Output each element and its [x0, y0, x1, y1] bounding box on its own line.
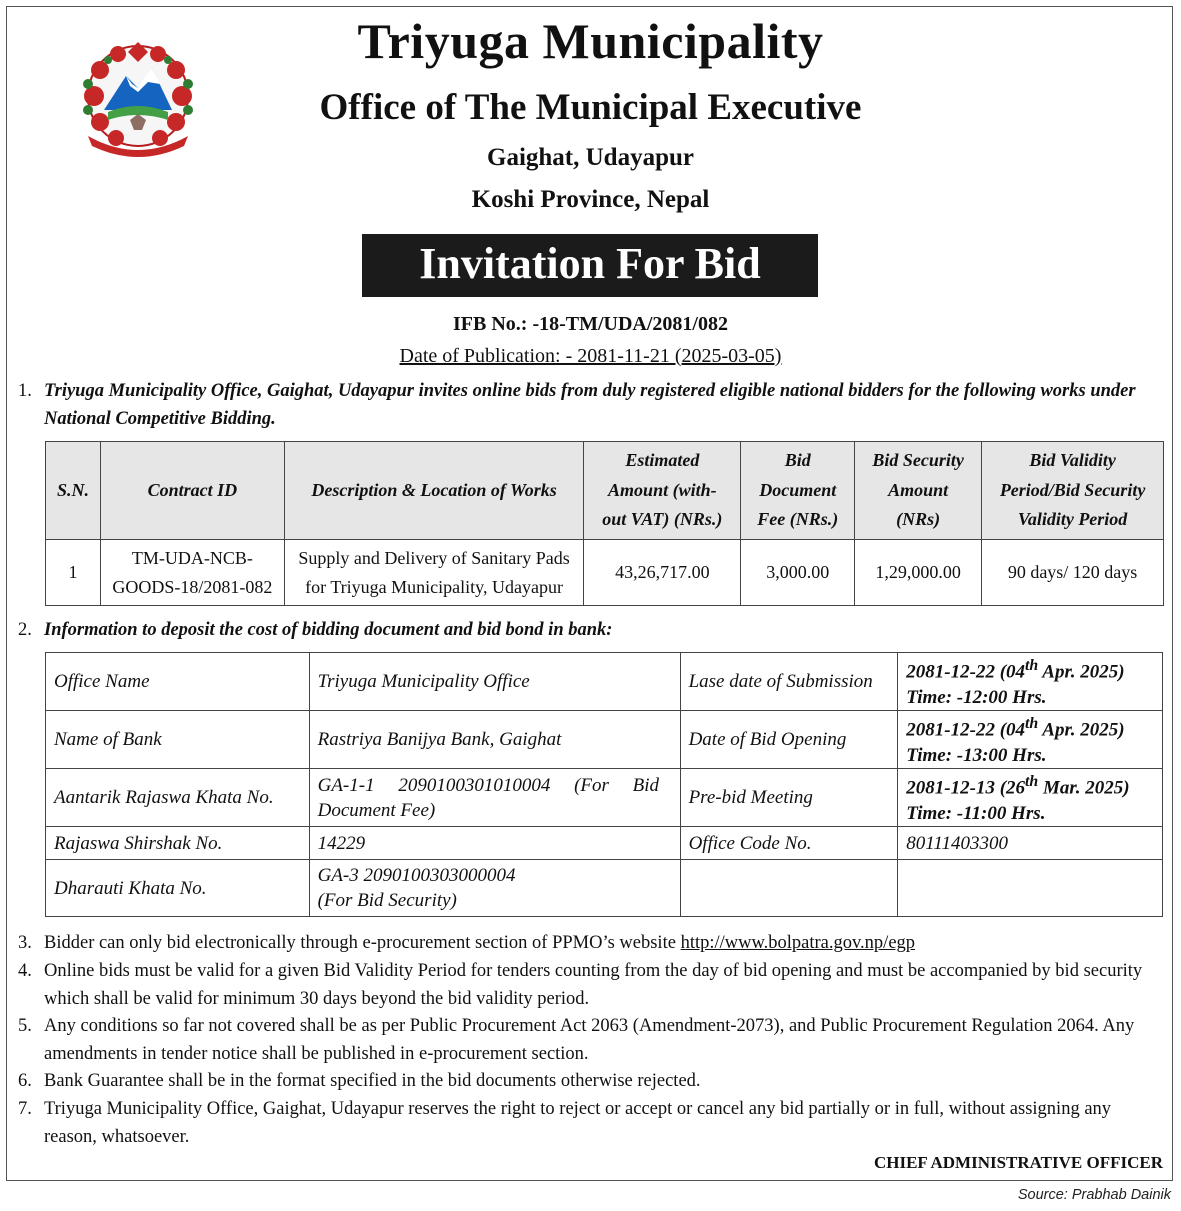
value-line: (For Bid Security) [317, 890, 457, 911]
address-line-1: Gaighat, Udayapur [487, 144, 694, 171]
clause-text: Information to deposit the cost of bidding document and bid bond in bank: [44, 620, 613, 640]
date-line [906, 711, 1154, 742]
clause-2 [18, 617, 1168, 645]
dharauti-value [309, 860, 680, 917]
bid-table [45, 441, 1164, 606]
shirshak-value: 14229 [309, 827, 680, 860]
header-line: Amount (with- [608, 479, 717, 500]
aantarik-label: Aantarik Rajaswa Khata No. [46, 769, 310, 827]
clause-text: Bank Guarantee shall be in the format specified in the bid documents otherwise rejected. [44, 1071, 701, 1091]
office-title: Office of The Municipal Executive [319, 87, 862, 128]
table-row [46, 827, 1163, 860]
source-credit: Source: Prabhab Dainik [1017, 1187, 1171, 1203]
date-line [906, 653, 1154, 684]
clause-text: Triyuga Municipality Office, Gaighat, Udayapur invites online bids from duly registered eligible national bidders for the following works under National Competitive Bidding. [44, 381, 1136, 429]
date-text: Apr. 2025) [1038, 661, 1125, 683]
header-description: Description & Location of Works [284, 442, 584, 540]
cell-description [284, 540, 584, 606]
clause-7 [18, 1096, 1168, 1151]
header-line: Fee (NRs.) [757, 509, 839, 530]
clause-number: 4. [18, 961, 32, 981]
table-header-row [46, 442, 1164, 540]
ordinal-suffix: th [1025, 773, 1039, 791]
time-line: Time: -13:00 Hrs. [906, 744, 1047, 766]
header-validity [982, 442, 1164, 540]
header-sn: S.N. [46, 442, 101, 540]
empty-cell [898, 860, 1163, 917]
invitation-banner: Invitation For Bid [362, 234, 818, 297]
office-name-label: Office Name [46, 653, 310, 711]
last-date-value [898, 653, 1163, 711]
clause-4 [18, 958, 1168, 1013]
office-code-value: 80111403300 [898, 827, 1163, 860]
cell-contract-id [100, 540, 284, 606]
cell-security: 1,29,000.00 [855, 540, 982, 606]
clause-number: 2. [18, 620, 32, 640]
publication-date [0, 345, 1181, 368]
clause-6 [18, 1068, 1168, 1096]
date-text: 2081-12-13 (26 [906, 777, 1026, 799]
table-row [46, 540, 1164, 606]
publication-date-text: Date of Publication: - 2081-11-21 (2025-03-05) [399, 345, 782, 367]
shirshak-label: Rajaswa Shirshak No. [46, 827, 310, 860]
header-line: Estimated [625, 450, 700, 471]
clause-text [44, 930, 1168, 958]
time-line: Time: -12:00 Hrs. [906, 686, 1047, 708]
cell-line: for Triyuga Municipality, Udayapur [305, 576, 563, 597]
value-line: Document Fee) [317, 799, 436, 821]
table-row [46, 860, 1163, 917]
header-contract-id: Contract ID [100, 442, 284, 540]
bank-info-table [45, 652, 1163, 917]
date-text: Mar. 2025) [1038, 777, 1130, 799]
date-line [906, 769, 1154, 800]
header-security [855, 442, 982, 540]
cell-line: TM-UDA-NCB- [131, 547, 253, 568]
last-date-label: Lase date of Submission [680, 653, 898, 711]
value-line: GA-1-1 2090100301010004 (For Bid [317, 774, 660, 796]
date-text: 2081-12-22 (04 [906, 661, 1026, 683]
cell-doc-fee: 3,000.00 [741, 540, 855, 606]
clause-text: Any conditions so far not covered shall be as per Public Procurement Act 2063 (Amendment-2073), and Public Procurement Regulation 2064. Any amendments in tender notice shall be published in e-procurement section. [44, 1016, 1135, 1064]
header-estimated [584, 442, 741, 540]
clause-text: Triyuga Municipality Office, Gaighat, Udayapur reserves the right to reject or accept or cancel any bid partially or in full, without assigning any reason, whatsoever. [44, 1099, 1112, 1147]
opening-label: Date of Bid Opening [680, 711, 898, 769]
header-line: Document [759, 479, 837, 500]
ifb-number: IFB No.: -18-TM/UDA/2081/082 [453, 313, 728, 335]
prebid-label: Pre-bid Meeting [680, 769, 898, 827]
clause-number: 5. [18, 1016, 32, 1036]
header-line: (NRs) [896, 509, 941, 530]
ordinal-suffix: th [1025, 657, 1039, 675]
clause-5 [18, 1013, 1168, 1068]
cell-estimated: 43,26,717.00 [584, 540, 741, 606]
clause-number: 1. [18, 381, 32, 401]
aantarik-value [309, 769, 680, 827]
header-line: Bid Security [872, 450, 964, 471]
table-row [46, 711, 1163, 769]
empty-cell [680, 860, 898, 917]
ordinal-suffix: th [1025, 715, 1039, 733]
header-line: Bid Validity [1029, 450, 1116, 471]
date-text: Apr. 2025) [1038, 719, 1125, 741]
clause-3 [18, 930, 1168, 958]
clause-text: Online bids must be valid for a given Bid Validity Period for tenders counting from the day of bid opening and must be accompanied by bid security which shall be valid for minimum 30 days beyond the bid validity period. [44, 961, 1143, 1009]
address-line-2: Koshi Province, Nepal [471, 186, 710, 213]
header-line: out VAT) (NRs.) [602, 509, 723, 530]
cell-sn: 1 [46, 540, 101, 606]
header-line: Validity Period [1017, 509, 1128, 530]
value-line: GA-3 2090100303000004 [317, 865, 516, 886]
table-row [46, 769, 1163, 827]
dharauti-label: Dharauti Khata No. [46, 860, 310, 917]
clause-number: 7. [18, 1099, 32, 1119]
header-doc-fee [741, 442, 855, 540]
date-text: 2081-12-22 (04 [906, 719, 1026, 741]
clause-1 [18, 378, 1168, 433]
table-row [46, 653, 1163, 711]
page-title: Triyuga Municipality [357, 13, 824, 69]
cell-line: GOODS-18/2081-082 [112, 576, 273, 597]
cell-line: Supply and Delivery of Sanitary Pads [298, 547, 570, 568]
bolpatra-link[interactable]: http://www.bolpatra.gov.np/egp [680, 933, 916, 953]
time-line: Time: -11:00 Hrs. [906, 802, 1046, 824]
cell-validity: 90 days/ 120 days [982, 540, 1164, 606]
signoff: CHIEF ADMINISTRATIVE OFFICER [873, 1153, 1163, 1172]
clause-number: 3. [18, 933, 32, 953]
header-line: Period/Bid Security [999, 479, 1146, 500]
bank-value: Rastriya Banijya Bank, Gaighat [309, 711, 680, 769]
clause-number: 6. [18, 1071, 32, 1091]
office-name-value: Triyuga Municipality Office [309, 653, 680, 711]
header-line: Amount [888, 479, 949, 500]
prebid-value [898, 769, 1163, 827]
bank-label: Name of Bank [46, 711, 310, 769]
clause-text-body: Bidder can only bid electronically through e-procurement section of PPMO’s website [44, 933, 676, 953]
header-line: Bid [784, 450, 811, 471]
office-code-label: Office Code No. [680, 827, 898, 860]
opening-value [898, 711, 1163, 769]
